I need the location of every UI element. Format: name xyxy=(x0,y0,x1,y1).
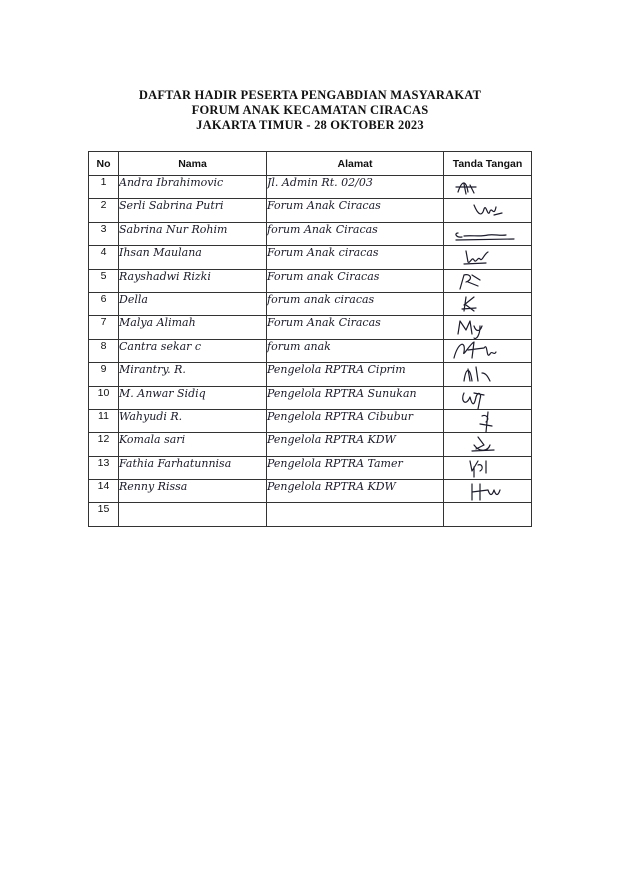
row-number: 12 xyxy=(89,433,119,456)
signature xyxy=(444,503,532,526)
title-line-1: DAFTAR HADIR PESERTA PENGABDIAN MASYARAKAT xyxy=(138,88,482,102)
row-number: 2 xyxy=(89,199,119,222)
column-header-tanda-tangan: Tanda Tangan xyxy=(444,152,532,176)
participant-name: Della xyxy=(119,292,267,315)
document-title xyxy=(0,88,620,133)
row-number: 3 xyxy=(89,222,119,245)
signature xyxy=(444,199,532,222)
participant-address: Pengelola RPTRA KDW xyxy=(267,480,444,503)
participant-name: Sabrina Nur Rohim xyxy=(119,222,267,245)
participant-name: Andra Ibrahimovic xyxy=(119,176,267,199)
row-number: 10 xyxy=(89,386,119,409)
table-row xyxy=(89,503,532,526)
participant-address: Pengelola RPTRA Cibubur xyxy=(267,409,444,432)
signature xyxy=(444,176,532,199)
table-row xyxy=(89,363,532,386)
column-header-no: No xyxy=(89,152,119,176)
table-row xyxy=(89,480,532,503)
signature xyxy=(444,409,532,432)
signature xyxy=(444,316,532,339)
row-number: 15 xyxy=(89,503,119,526)
participant-address: Jl. Admin Rt. 02/03 xyxy=(267,176,444,199)
table-row xyxy=(89,246,532,269)
signature xyxy=(444,480,532,503)
row-number: 8 xyxy=(89,339,119,362)
participant-address: forum Anak Ciracas xyxy=(267,222,444,245)
participant-address: Pengelola RPTRA KDW xyxy=(267,433,444,456)
table-row xyxy=(89,316,532,339)
signature xyxy=(444,269,532,292)
signature xyxy=(444,246,532,269)
participant-address: Forum anak Ciracas xyxy=(267,269,444,292)
participant-name: Mirantry. R. xyxy=(119,363,267,386)
row-number: 5 xyxy=(89,269,119,292)
row-number: 13 xyxy=(89,456,119,479)
row-number: 6 xyxy=(89,292,119,315)
table-row xyxy=(89,222,532,245)
participant-name: Cantra sekar c xyxy=(119,339,267,362)
signature xyxy=(444,386,532,409)
row-number: 11 xyxy=(89,409,119,432)
participant-address: Forum Anak ciracas xyxy=(267,246,444,269)
participant-address: Pengelola RPTRA Ciprim xyxy=(267,363,444,386)
table-row xyxy=(89,386,532,409)
participant-name: Renny Rissa xyxy=(119,480,267,503)
column-header-alamat: Alamat xyxy=(267,152,444,176)
participant-address: Pengelola RPTRA Tamer xyxy=(267,456,444,479)
participant-name: Wahyudi R. xyxy=(119,409,267,432)
participant-name xyxy=(119,503,267,526)
signature xyxy=(444,292,532,315)
participant-name: M. Anwar Sidiq xyxy=(119,386,267,409)
column-header-nama: Nama xyxy=(119,152,267,176)
attendance-table xyxy=(88,151,532,527)
participant-name: Malya Alimah xyxy=(119,316,267,339)
table-header-row xyxy=(89,152,532,176)
signature xyxy=(444,363,532,386)
row-number: 7 xyxy=(89,316,119,339)
table-row xyxy=(89,339,532,362)
participant-address: forum anak xyxy=(267,339,444,362)
row-number: 9 xyxy=(89,363,119,386)
participant-address: Forum Anak Ciracas xyxy=(267,316,444,339)
participant-name: Serli Sabrina Putri xyxy=(119,199,267,222)
title-line-2: FORUM ANAK KECAMATAN CIRACAS xyxy=(191,103,429,117)
table-row xyxy=(89,433,532,456)
table-row xyxy=(89,199,532,222)
table-row xyxy=(89,409,532,432)
participant-address xyxy=(267,503,444,526)
signature xyxy=(444,222,532,245)
signature xyxy=(444,339,532,362)
table-row xyxy=(89,176,532,199)
participant-name: Ihsan Maulana xyxy=(119,246,267,269)
participant-name: Komala sari xyxy=(119,433,267,456)
participant-name: Rayshadwi Rizki xyxy=(119,269,267,292)
row-number: 14 xyxy=(89,480,119,503)
participant-name: Fathia Farhatunnisa xyxy=(119,456,267,479)
row-number: 4 xyxy=(89,246,119,269)
table-row xyxy=(89,456,532,479)
signature xyxy=(444,456,532,479)
participant-address: forum anak ciracas xyxy=(267,292,444,315)
participant-address: Pengelola RPTRA Sunukan xyxy=(267,386,444,409)
table-row xyxy=(89,269,532,292)
table-row xyxy=(89,292,532,315)
title-line-3: JAKARTA TIMUR - 28 OKTOBER 2023 xyxy=(196,118,424,132)
signature xyxy=(444,433,532,456)
participant-address: Forum Anak Ciracas xyxy=(267,199,444,222)
row-number: 1 xyxy=(89,176,119,199)
